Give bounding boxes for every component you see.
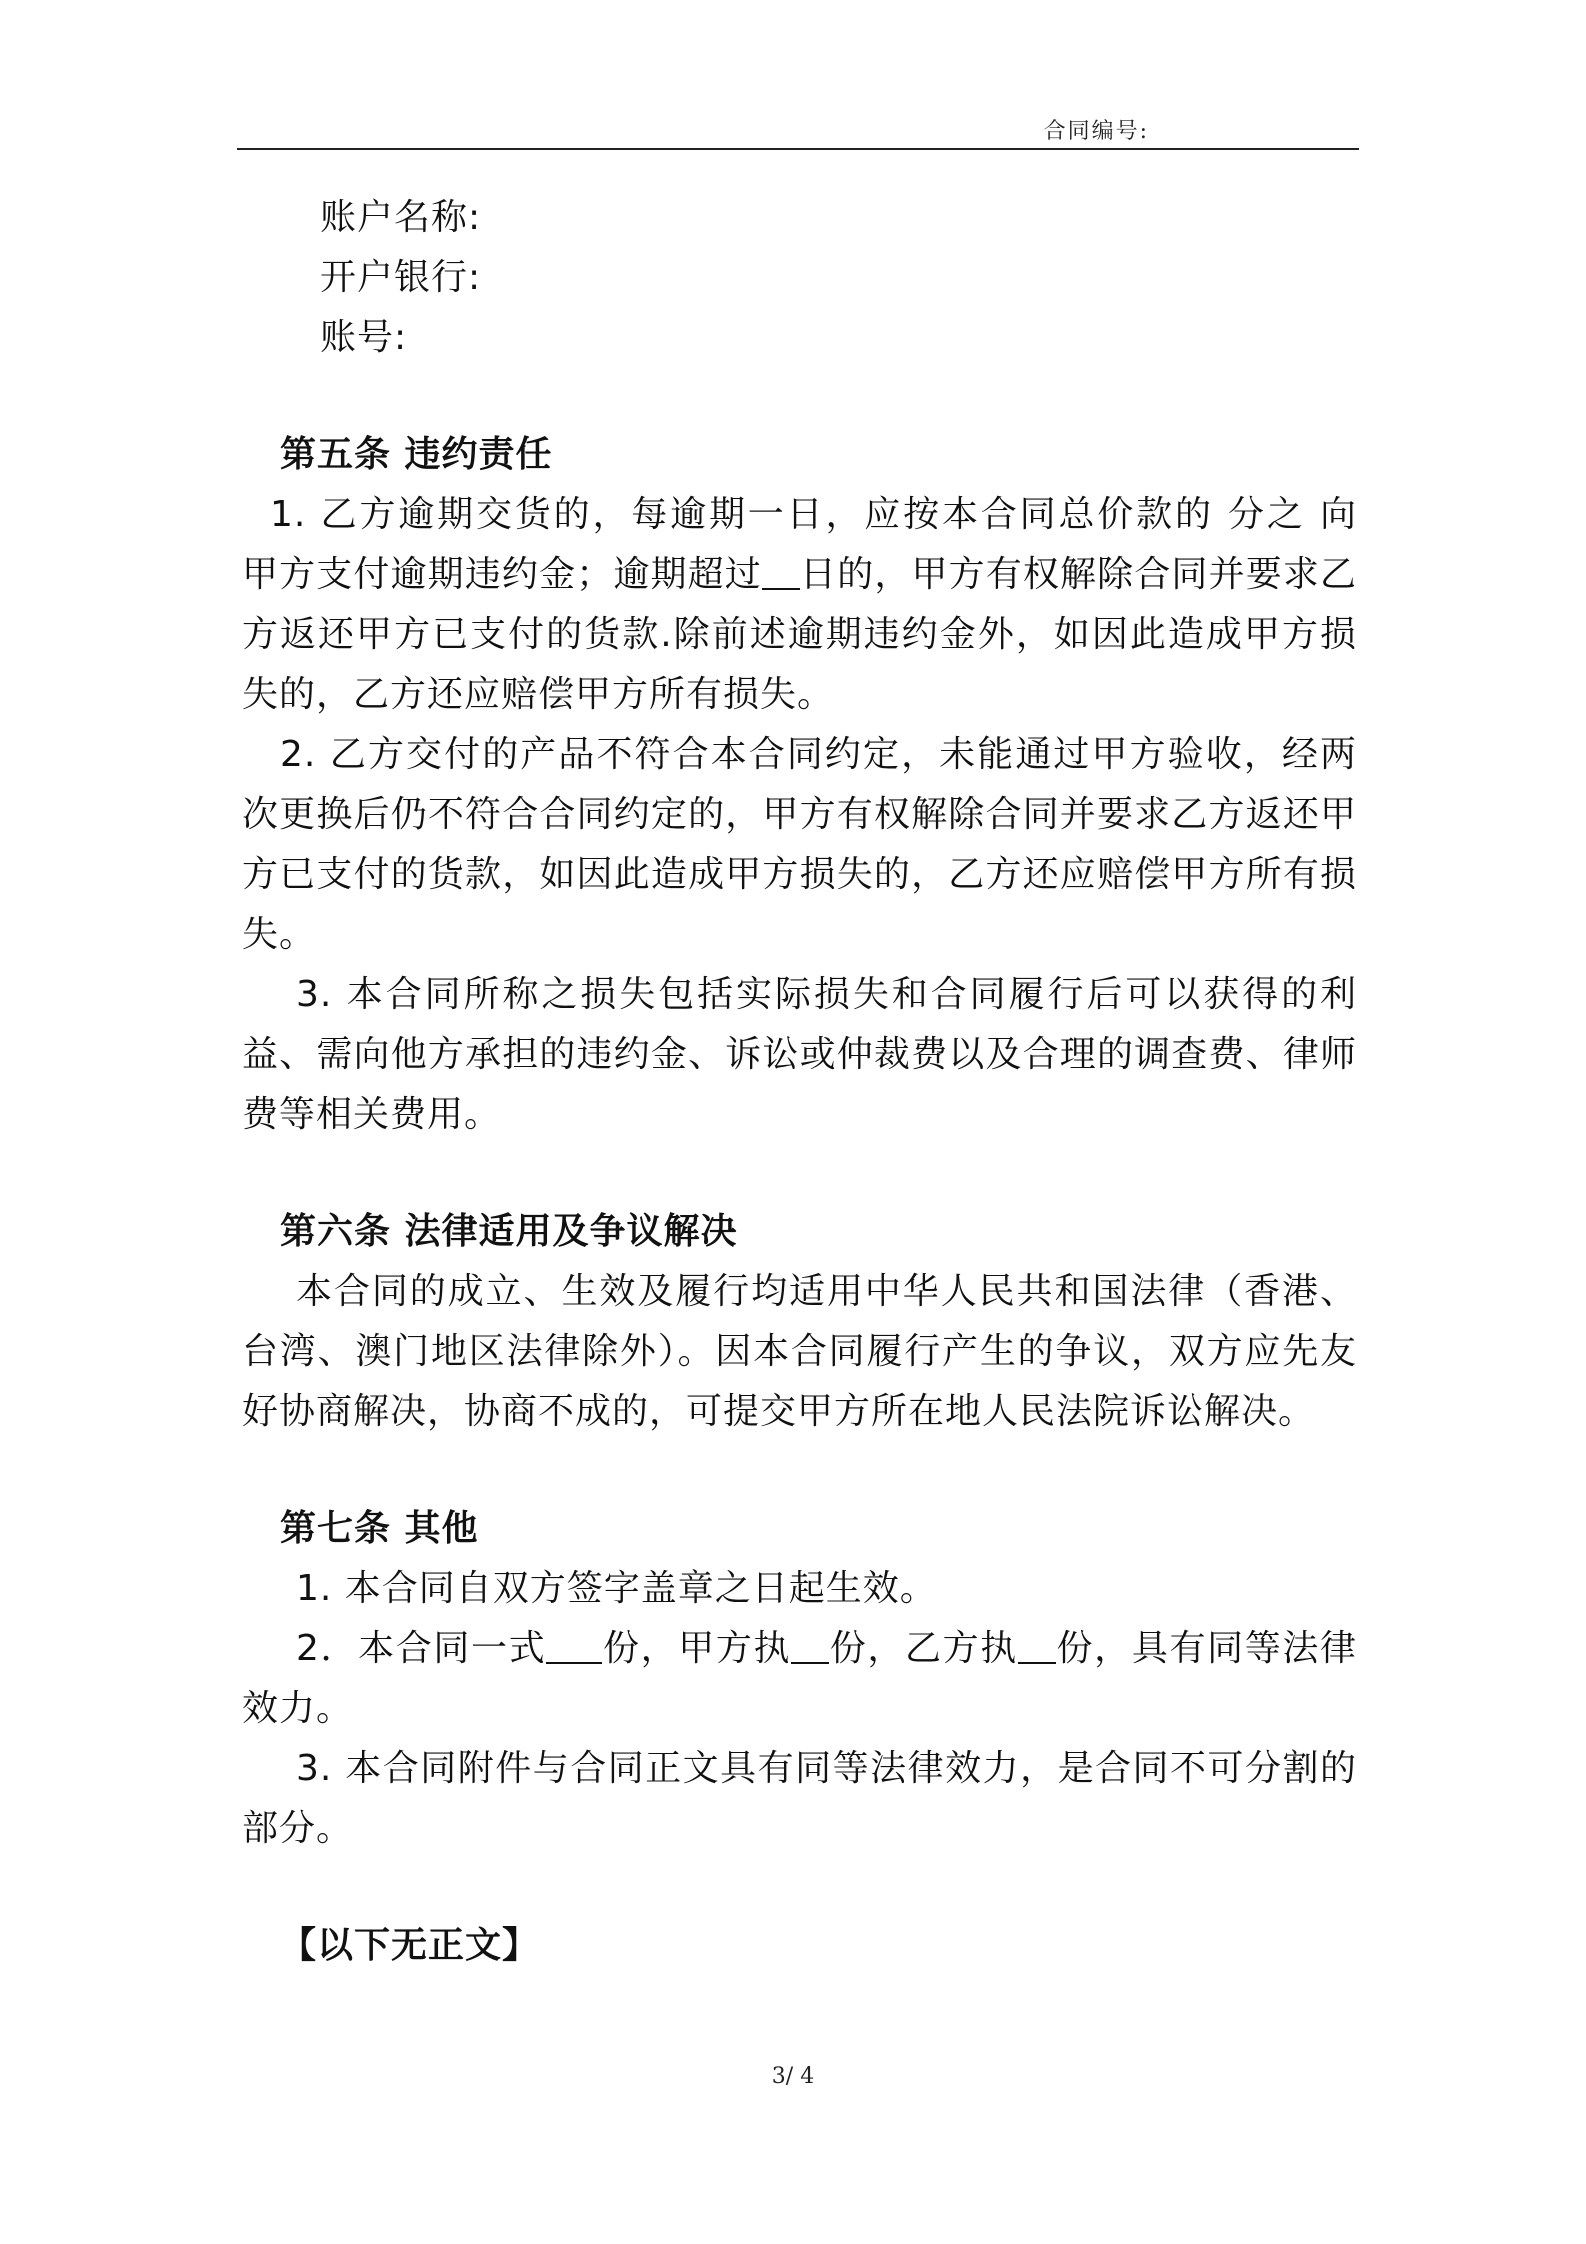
blank-field xyxy=(762,548,800,590)
closing-note: 【以下无正文】 xyxy=(280,1925,540,1966)
article-6-heading: 第六条 法律适用及争议解决 xyxy=(280,1211,738,1252)
article-6-line: 台湾、澳门地区法律除外）。因本合同履行产生的争议，双方应先友 xyxy=(242,1331,1357,1372)
article-5-line: 方返还甲方已支付的货款.除前述逾期违约金外，如因此造成甲方损 xyxy=(242,614,1357,655)
article-6-line: 本合同的成立、生效及履行均适用中华人民共和国法律（香港、 xyxy=(296,1271,1357,1312)
article-7-line: 部分。 xyxy=(242,1808,354,1849)
article-5-line: 失。 xyxy=(242,914,317,955)
article-7-line: 2．本合同一式 份，甲方执 份，乙方执 份，具有同等法律 xyxy=(242,1619,1357,1679)
account-bank-label: 开户银行: xyxy=(320,257,482,298)
article-7-line: 3. 本合同附件与合同正文具有同等法律效力，是合同不可分割的 xyxy=(296,1748,1357,1789)
article-5-line: 2. 乙方交付的产品不符合本合同约定，未能通过甲方验收，经两 xyxy=(280,734,1357,775)
article-5-line: 失的，乙方还应赔偿甲方所有损失。 xyxy=(242,674,835,715)
article-5-line: 次更换后仍不符合合同约定的，甲方有权解除合同并要求乙方返还甲 xyxy=(242,794,1357,835)
page-header xyxy=(237,110,1359,150)
article-7-line: 1. 本合同自双方签字盖章之日起生效。 xyxy=(296,1568,937,1609)
page-number: 3/ 4 xyxy=(771,2064,815,2089)
article-5-line: 益、需向他方承担的违约金、诉讼或仲裁费以及合理的调查费、律师 xyxy=(242,1034,1357,1075)
blank-field xyxy=(791,1622,829,1664)
blank-field xyxy=(546,1622,602,1664)
article-6-line: 好协商解决，协商不成的，可提交甲方所在地人民法院诉讼解决。 xyxy=(242,1391,1316,1432)
blank-field xyxy=(1018,1622,1056,1664)
account-name-label: 账户名称: xyxy=(320,197,482,238)
article-5-heading: 第五条 违约责任 xyxy=(280,434,553,475)
article-5-line: 甲方支付逾期违约金；逾期超过 日的，甲方有权解除合同并要求乙 xyxy=(242,545,1357,605)
article-7-heading: 第七条 其他 xyxy=(280,1508,479,1549)
document-body xyxy=(242,188,1357,1976)
article-7-line: 效力。 xyxy=(242,1688,354,1729)
contract-number-label: 合同编号: xyxy=(1043,119,1149,144)
account-number-label: 账号: xyxy=(320,317,408,358)
article-5-line: 1. 乙方逾期交货的，每逾期一日，应按本合同总价款的 分之 向 xyxy=(270,494,1357,535)
article-5-line: 方已支付的货款，如因此造成甲方损失的，乙方还应赔偿甲方所有损 xyxy=(242,854,1357,895)
article-5-line: 费等相关费用。 xyxy=(242,1094,502,1135)
article-5-line: 3. 本合同所称之损失包括实际损失和合同履行后可以获得的利 xyxy=(296,974,1357,1015)
